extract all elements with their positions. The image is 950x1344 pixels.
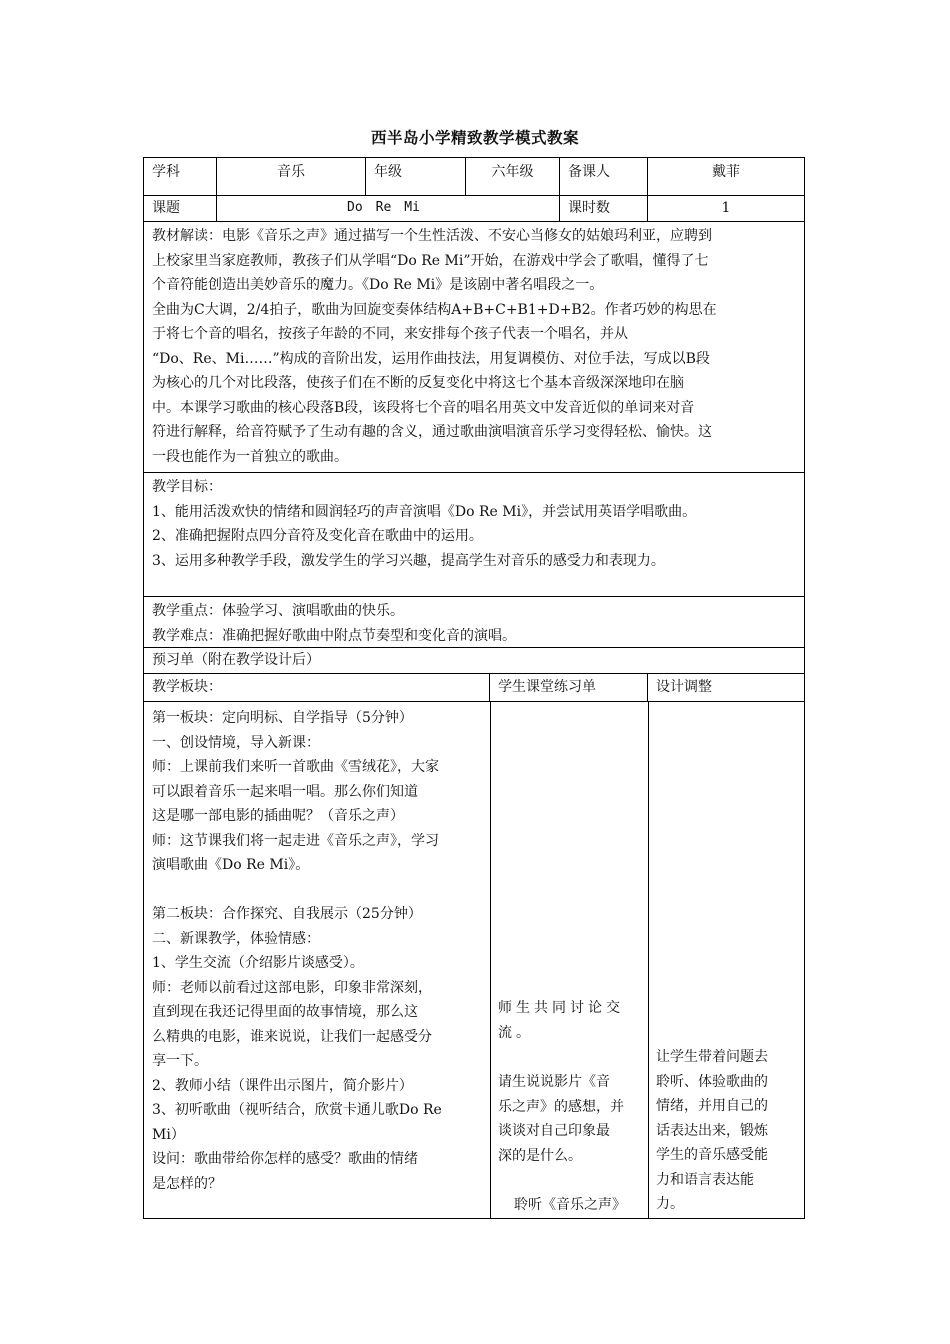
main-line: 3、初听歌曲（视听结合，欣赏卡通儿歌Do Re xyxy=(152,1102,442,1118)
material-line: 上校家里当家庭教师，教孩子们从学唱“Do Re Mi”开始，在游戏中学会了歌唱，懂得了七 xyxy=(152,252,709,269)
practice-group-discussion xyxy=(498,996,642,1045)
main-line: 设问：歌曲带给你怎样的感受？歌曲的情绪 xyxy=(152,1151,418,1167)
objective-item: 3、运用多种教学手段，激发学生的学习兴趣，提高学生对音乐的感受力和表现力。 xyxy=(152,552,665,569)
grade-label: 年级 xyxy=(366,158,466,195)
material-line: 符进行解释，给音符赋予了生动有趣的含义，通过歌曲演唱演音乐学习变得轻松、愉快。这 xyxy=(152,424,712,440)
objective-item: 1、能用活泼欢快的情绪和圆润轻巧的声音演唱《Do Re Mi》，并尝试用英语学唱歌曲。 xyxy=(152,503,697,520)
col-header-blocks: 教学板块： xyxy=(144,674,490,701)
material-line: 一段也能作为一首独立的歌曲。 xyxy=(152,448,348,465)
main-line: 是怎样的？ xyxy=(152,1175,222,1192)
main-line: 2、教师小结（课件出示图片，简介影片） xyxy=(152,1077,413,1094)
adjust-line: 话表达出来，锻炼 xyxy=(656,1122,768,1139)
practice-film-thoughts xyxy=(498,1070,642,1168)
adjust-line: 聆听、体验歌曲的 xyxy=(656,1073,768,1090)
lesson-plan-table xyxy=(143,157,805,1219)
material-line: 为核心的几个对比段落，使孩子们在不断的反复变化中将这七个基本音级深深地印在脑 xyxy=(152,375,684,391)
info-row-2 xyxy=(144,196,804,222)
material-line: “Do、Re、Mi……”构成的音阶出发，运用作曲技法，用复调模仿、对位手法，写成以B段 xyxy=(152,350,710,367)
practice-listen xyxy=(514,1193,644,1218)
topic-value: Do Re Mi xyxy=(217,196,560,221)
grade-value: 六年级 xyxy=(466,158,560,195)
main-line: 师：上课前我们来听一首歌曲《雪绒花》，大家 xyxy=(152,759,439,775)
main-line: 可以跟着音乐一起来唱一唱。那么你们知道 xyxy=(152,783,418,800)
col-header-practice: 学生课堂练习单 xyxy=(490,674,648,701)
difficulties: 教学难点：准确把握好歌曲中附点节奏型和变化音的演唱。 xyxy=(152,627,516,644)
main-line: 么精典的电影，谁来说说，让我们一起感受分 xyxy=(152,1028,432,1045)
main-line: 二、新课教学，体验情感： xyxy=(152,930,320,947)
main-line: 一、创设情境，导入新课： xyxy=(152,734,320,751)
main-line: 这是哪一部电影的插曲呢？（音乐之声） xyxy=(152,808,404,824)
main-line: 享一下。 xyxy=(152,1053,208,1069)
material-line: 于将七个音的唱名，按孩子年龄的不同，来安排每个孩子代表一个唱名，并从 xyxy=(152,326,628,342)
practice-line: 聆听《音乐之声》 xyxy=(514,1197,626,1213)
main-line: 直到现在我还记得里面的故事情境，那么这 xyxy=(152,1004,418,1020)
adjust-line: 情绪，并用自己的 xyxy=(656,1098,768,1114)
objectives-section xyxy=(144,473,804,597)
material-line: 中。本课学习歌曲的核心段落B段，该段将七个音的唱名用英文中发音近似的单词来对音 xyxy=(152,399,695,416)
preview-section xyxy=(144,648,804,674)
blank-line xyxy=(152,878,484,903)
main-line: 第一板块：定向明标、自学指导（5分钟） xyxy=(152,710,413,726)
topic-label: 课题 xyxy=(144,196,217,221)
subject-label: 学科 xyxy=(144,158,217,195)
design-adjust-column xyxy=(656,1045,796,1217)
adjust-line: 学生的音乐感受能 xyxy=(656,1147,768,1163)
subject-value: 音乐 xyxy=(217,158,366,195)
main-line: 师：老师以前看过这部电影，印象非常深刻， xyxy=(152,979,432,996)
main-line: 第二板块：合作探究、自我展示（25分钟） xyxy=(152,906,422,922)
objective-item: 2、准确把握附点四分音符及变化音在歌曲中的运用。 xyxy=(152,528,483,544)
adjust-line: 力和语言表达能 xyxy=(656,1171,754,1188)
main-line: 演唱歌曲《Do Re Mi》。 xyxy=(152,857,310,873)
practice-line: 流。 xyxy=(498,1024,534,1041)
col-header-adjust: 设计调整 xyxy=(656,679,712,695)
main-line: 师：这节课我们将一起走进《音乐之声》，学习 xyxy=(152,832,439,849)
teaching-blocks-column xyxy=(152,706,484,1196)
practice-line: 乐之声》的感想，并 xyxy=(498,1098,624,1115)
adjust-line: 让学生带着问题去 xyxy=(656,1049,768,1065)
material-line: 全曲为C大调，2/4拍子，歌曲为回旋变奏体结构A+B+C+B1+D+B2。作者巧妙的构思在 xyxy=(152,301,717,318)
main-line: Mi） xyxy=(152,1126,185,1143)
adjust-line: 力。 xyxy=(656,1196,684,1212)
hours-label: 课时数 xyxy=(560,196,648,221)
preview-text: 预习单（附在教学设计后） xyxy=(152,652,320,668)
column-divider xyxy=(648,702,649,1218)
material-section xyxy=(144,222,804,473)
practice-line: 请生说说影片《音 xyxy=(498,1074,610,1090)
practice-line: 师生共同讨论交 xyxy=(498,1000,624,1016)
teacher-label: 备课人 xyxy=(560,158,648,195)
lesson-body-row xyxy=(144,702,804,1218)
practice-line: 谈谈对自己印象最 xyxy=(498,1123,610,1139)
objectives-heading: 教学目标： xyxy=(152,479,222,495)
material-line: 个音符能创造出美妙音乐的魔力。《Do Re Mi》是该剧中著名唱段之一。 xyxy=(152,277,604,293)
teacher-value: 戴菲 xyxy=(712,164,740,180)
main-line: 1、学生交流（介绍影片谈感受）。 xyxy=(152,955,364,971)
page-title: 西半岛小学精致教学模式教案 xyxy=(370,128,579,147)
column-header-row xyxy=(144,674,804,702)
info-row-1 xyxy=(144,158,804,196)
hours-value: 1 xyxy=(721,200,731,216)
material-line: 教材解读：电影《音乐之声》通过描写一个生性活泼、不安心当修女的姑娘玛利亚，应聘到 xyxy=(152,228,712,244)
practice-line: 深的是什么。 xyxy=(498,1147,582,1164)
column-divider xyxy=(490,702,491,1218)
key-points: 教学重点：体验学习、演唱歌曲的快乐。 xyxy=(152,603,404,619)
key-points-section xyxy=(144,597,804,648)
